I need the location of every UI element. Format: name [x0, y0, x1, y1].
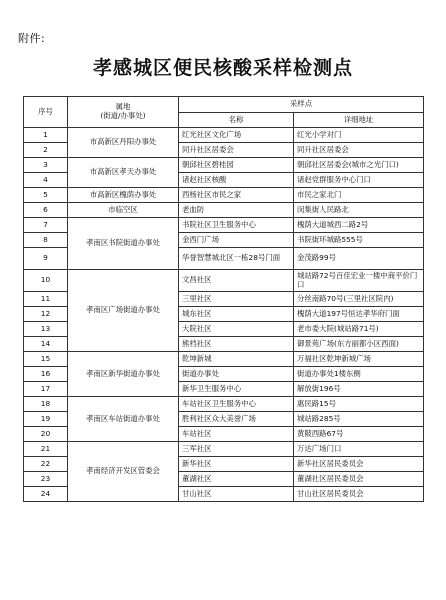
row-site-name: 三里社区: [179, 292, 294, 307]
row-site-name: 城东社区: [179, 307, 294, 322]
testing-sites-table: [23, 96, 424, 502]
row-seq: 12: [24, 307, 68, 322]
row-address: 御景苑广场(东方丽都小区西面): [294, 337, 424, 352]
row-site-name: 大院社区: [179, 322, 294, 337]
row-seq: 1: [24, 128, 68, 143]
page-title: 孝感城区便民核酸采样检测点: [92, 57, 353, 79]
table-row: [24, 158, 424, 173]
table-row: [24, 188, 424, 203]
table-row: [24, 128, 424, 143]
row-address: 街道办事处1楼东侧: [294, 367, 424, 382]
row-address: 红光小学对门: [294, 128, 424, 143]
row-seq: 8: [24, 233, 68, 248]
row-district: 市高新区丹阳办事处: [68, 128, 179, 158]
row-seq: 2: [24, 143, 68, 158]
row-address: 老市委大院(城站路71号): [294, 322, 424, 337]
attachment-label: 附件:: [18, 32, 46, 45]
header-seq: 序号: [24, 97, 68, 128]
row-site-name: 西杨社区市民之家: [179, 188, 294, 203]
row-site-name: 新华社区: [179, 457, 294, 472]
row-address: 城站路72号百佳宏业一楼中商平价门口: [294, 270, 424, 292]
row-district: 市高新区孝天办事处: [68, 158, 179, 188]
row-address: 朝邱社区居委会(城市之光门口): [294, 158, 424, 173]
row-address: 黄陂西路67号: [294, 427, 424, 442]
row-seq: 16: [24, 367, 68, 382]
header-site: 采样点: [179, 97, 424, 113]
row-address: 诸赵党群服务中心门口: [294, 173, 424, 188]
row-address: 新华社区居民委员会: [294, 457, 424, 472]
row-site-name: 熊档社区: [179, 337, 294, 352]
row-seq: 13: [24, 322, 68, 337]
row-site-name: 老血防: [179, 203, 294, 218]
row-district: 孝南经济开发区管委会: [68, 442, 179, 502]
row-site-name: 新华卫生服务中心: [179, 382, 294, 397]
row-seq: 20: [24, 427, 68, 442]
table-row: [24, 203, 424, 218]
row-seq: 7: [24, 218, 68, 233]
row-address: 城站路285号: [294, 412, 424, 427]
row-address: 惠民路15号: [294, 397, 424, 412]
row-site-name: 车站社区卫生服务中心: [179, 397, 294, 412]
row-site-name: 红光社区文化广场: [179, 128, 294, 143]
row-seq: 24: [24, 487, 68, 502]
table-row: [24, 218, 424, 233]
row-site-name: 车站社区: [179, 427, 294, 442]
row-seq: 9: [24, 248, 68, 270]
table-row: [24, 270, 424, 292]
row-seq: 18: [24, 397, 68, 412]
row-district: 孝南区车站街道办事处: [68, 397, 179, 442]
row-seq: 3: [24, 158, 68, 173]
row-address: 书院街环城路555号: [294, 233, 424, 248]
row-site-name: 街道办事处: [179, 367, 294, 382]
row-site-name: 朝邱社区碧桂园: [179, 158, 294, 173]
row-address: 金茂路99号: [294, 248, 424, 270]
row-site-name: 金西门广场: [179, 233, 294, 248]
row-address: 分丝南路70号(三里社区院内): [294, 292, 424, 307]
row-site-name: 乾坤新城: [179, 352, 294, 367]
row-district: 孝南区书院街道办事处: [68, 218, 179, 270]
row-address: 万达广场门口: [294, 442, 424, 457]
row-address: 万福社区乾坤新城广场: [294, 352, 424, 367]
row-seq: 6: [24, 203, 68, 218]
table-header-row: [24, 97, 424, 113]
row-site-name: 三军社区: [179, 442, 294, 457]
row-address: 闵集街人民路北: [294, 203, 424, 218]
row-address: 甘山社区居民委员会: [294, 487, 424, 502]
row-site-name: 甘山社区: [179, 487, 294, 502]
row-district: 孝南区广场街道办事处: [68, 270, 179, 352]
row-site-name: 文昌社区: [179, 270, 294, 292]
row-district: 市临空区: [68, 203, 179, 218]
header-belong-sub: (街道/办事处): [100, 111, 146, 120]
header-address: 详细地址: [294, 113, 424, 128]
row-seq: 4: [24, 173, 68, 188]
row-seq: 15: [24, 352, 68, 367]
row-seq: 5: [24, 188, 68, 203]
row-address: 解放街196号: [294, 382, 424, 397]
row-site-name: 华誉智慧城北区一栋28号门面: [179, 248, 294, 270]
table-row: [24, 352, 424, 367]
row-seq: 22: [24, 457, 68, 472]
table-row: [24, 442, 424, 457]
row-seq: 23: [24, 472, 68, 487]
table-row: [24, 397, 424, 412]
row-seq: 21: [24, 442, 68, 457]
row-seq: 14: [24, 337, 68, 352]
row-site-name: 诸赵社区核酸: [179, 173, 294, 188]
row-seq: 10: [24, 270, 68, 292]
header-belong-label: 属地: [115, 102, 131, 112]
row-address: 槐荫大道197号恒达孝华府门面: [294, 307, 424, 322]
row-site-name: 胜利社区众大美誉广场: [179, 412, 294, 427]
row-district: 孝南区新华街道办事处: [68, 352, 179, 397]
row-address: 同升社区居委会: [294, 143, 424, 158]
row-district: 市高新区槐荫办事处: [68, 188, 179, 203]
row-site-name: 书院社区卫生服务中心: [179, 218, 294, 233]
header-name: 名称: [179, 113, 294, 128]
header-belong: [68, 97, 179, 128]
row-seq: 17: [24, 382, 68, 397]
row-address: 槐荫大道城西二路2号: [294, 218, 424, 233]
row-address: 市民之家北门: [294, 188, 424, 203]
row-site-name: 董湖社区: [179, 472, 294, 487]
row-site-name: 同升社区居委会: [179, 143, 294, 158]
row-seq: 11: [24, 292, 68, 307]
row-seq: 19: [24, 412, 68, 427]
row-address: 董湖社区居民委员会: [294, 472, 424, 487]
